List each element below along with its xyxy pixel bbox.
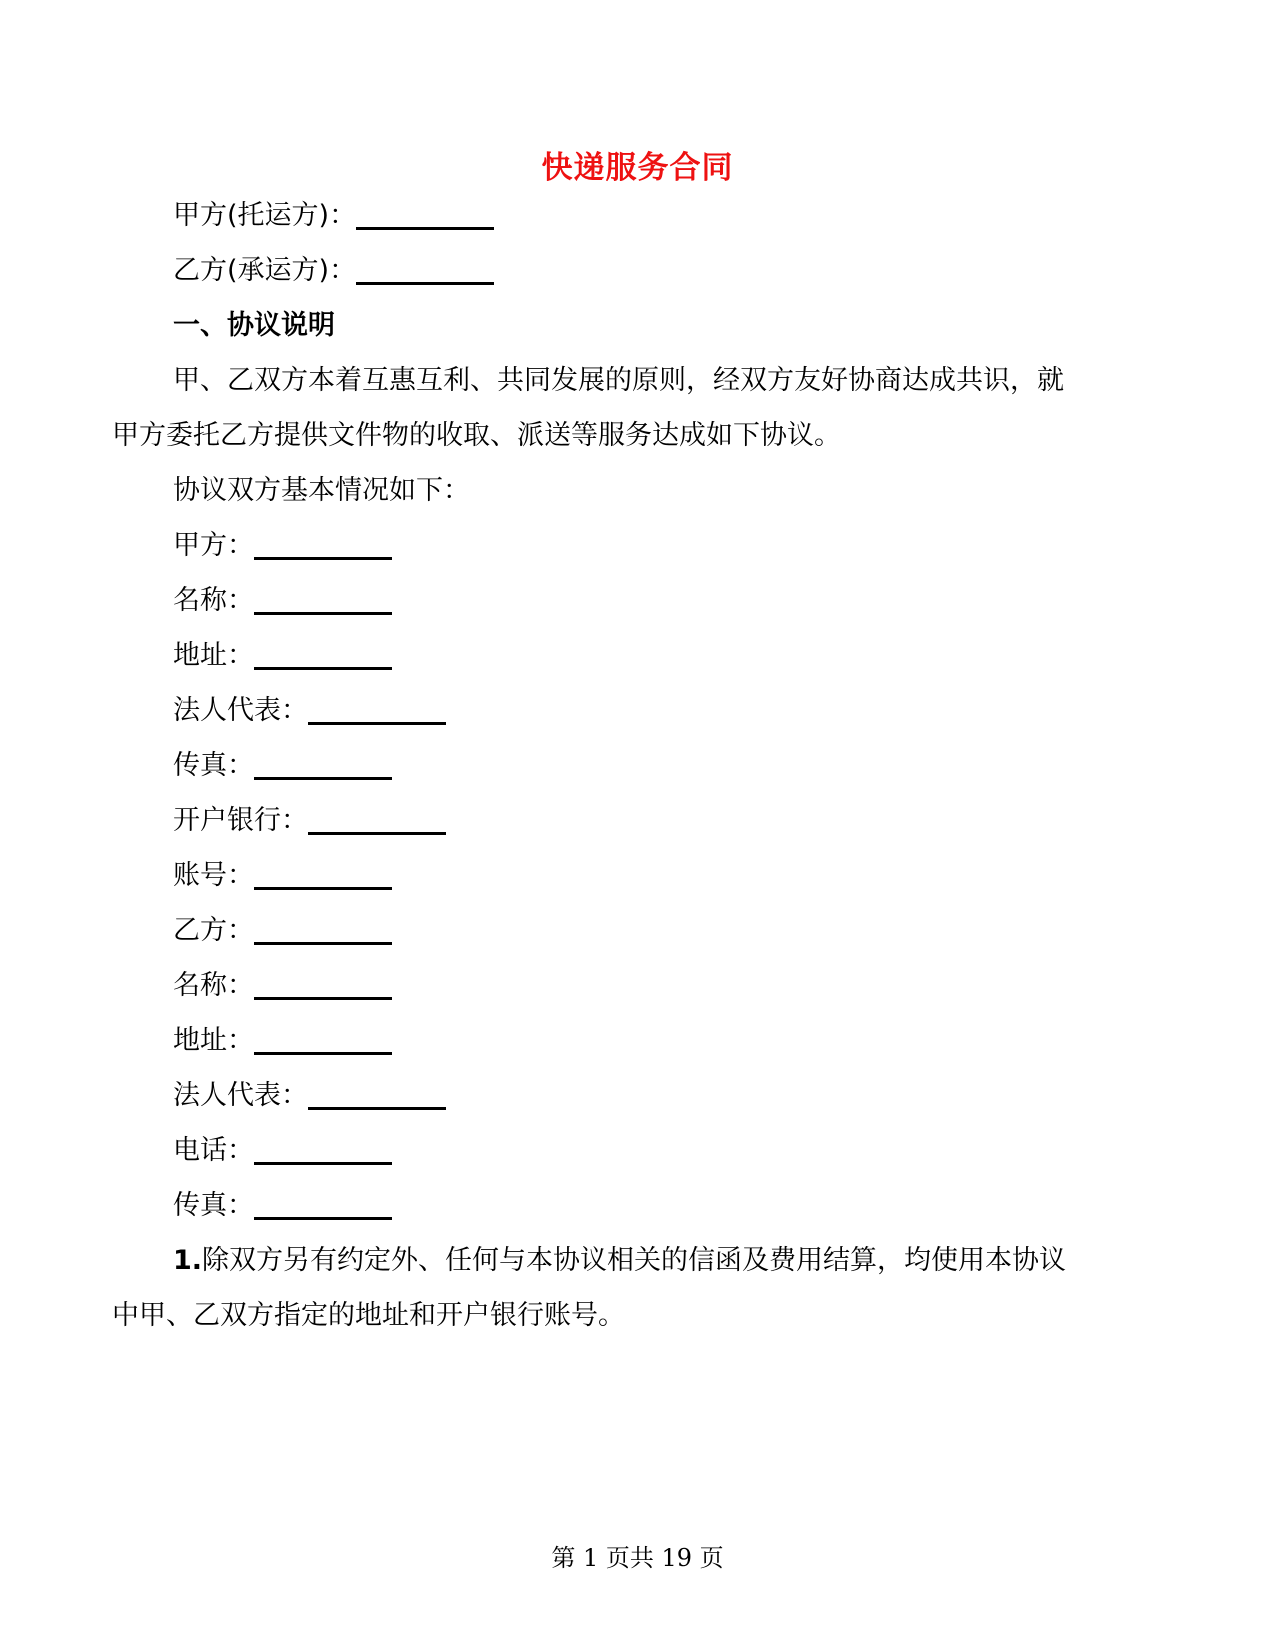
intro-paragraph-line-1: 甲、乙双方本着互惠互利、共同发展的原则，经双方友好协商达成共识，就 xyxy=(173,365,1064,396)
field-legal-rep-b xyxy=(173,1076,446,1116)
field-blank[interactable] xyxy=(254,1022,392,1055)
page-footer: 第 1 页共 19 页 xyxy=(551,1544,724,1572)
field-phone-b xyxy=(173,1131,392,1171)
field-label: 法人代表： xyxy=(173,1080,308,1111)
field-label: 法人代表： xyxy=(173,695,308,726)
field-label: 传真： xyxy=(173,750,254,781)
field-label: 地址： xyxy=(173,1025,254,1056)
field-party-b xyxy=(173,911,392,951)
field-blank[interactable] xyxy=(254,582,392,615)
field-blank[interactable] xyxy=(254,747,392,780)
section-heading: 一、协议说明 xyxy=(173,310,335,341)
basic-info-line: 协议双方基本情况如下： xyxy=(173,475,470,506)
clause-1-line-1 xyxy=(173,1241,1066,1281)
field-blank[interactable] xyxy=(254,1132,392,1165)
clause-text: 除双方另有约定外、任何与本协议相关的信函及费用结算，均使用本协议 xyxy=(202,1245,1067,1276)
party-a-blank[interactable] xyxy=(356,197,494,230)
field-label: 乙方： xyxy=(173,915,254,946)
field-label: 地址： xyxy=(173,640,254,671)
field-blank[interactable] xyxy=(308,692,446,725)
field-legal-rep-a xyxy=(173,691,446,731)
clause-1-line-2: 中甲、乙双方指定的地址和开户银行账号。 xyxy=(112,1300,625,1331)
field-bank-a xyxy=(173,801,446,841)
field-blank[interactable] xyxy=(254,637,392,670)
field-name-b xyxy=(173,966,392,1006)
party-b-blank[interactable] xyxy=(356,252,494,285)
party-b-line xyxy=(173,251,494,291)
party-a-label: 甲方(托运方)： xyxy=(173,200,357,231)
field-name-a xyxy=(173,581,392,621)
field-blank[interactable] xyxy=(254,527,392,560)
field-fax-a xyxy=(173,746,392,786)
field-blank[interactable] xyxy=(254,912,392,945)
field-label: 开户银行： xyxy=(173,805,308,836)
field-account-a xyxy=(173,856,392,896)
field-address-a xyxy=(173,636,392,676)
field-blank[interactable] xyxy=(308,1077,446,1110)
document-title: 快递服务合同 xyxy=(541,150,734,186)
field-fax-b xyxy=(173,1186,392,1226)
field-blank[interactable] xyxy=(254,1187,392,1220)
field-label: 传真： xyxy=(173,1190,254,1221)
intro-paragraph-line-2: 甲方委托乙方提供文件物的收取、派送等服务达成如下协议。 xyxy=(112,420,841,451)
field-label: 账号： xyxy=(173,860,254,891)
field-label: 名称： xyxy=(173,970,254,1001)
field-blank[interactable] xyxy=(254,857,392,890)
party-a-line xyxy=(173,196,494,236)
party-b-label: 乙方(承运方)： xyxy=(173,255,357,286)
field-blank[interactable] xyxy=(254,967,392,1000)
field-label: 电话： xyxy=(173,1135,254,1166)
field-party-a xyxy=(173,526,392,566)
field-label: 甲方： xyxy=(173,530,254,561)
field-label: 名称： xyxy=(173,585,254,616)
clause-number: 1. xyxy=(173,1245,203,1276)
field-blank[interactable] xyxy=(308,802,446,835)
field-address-b xyxy=(173,1021,392,1061)
